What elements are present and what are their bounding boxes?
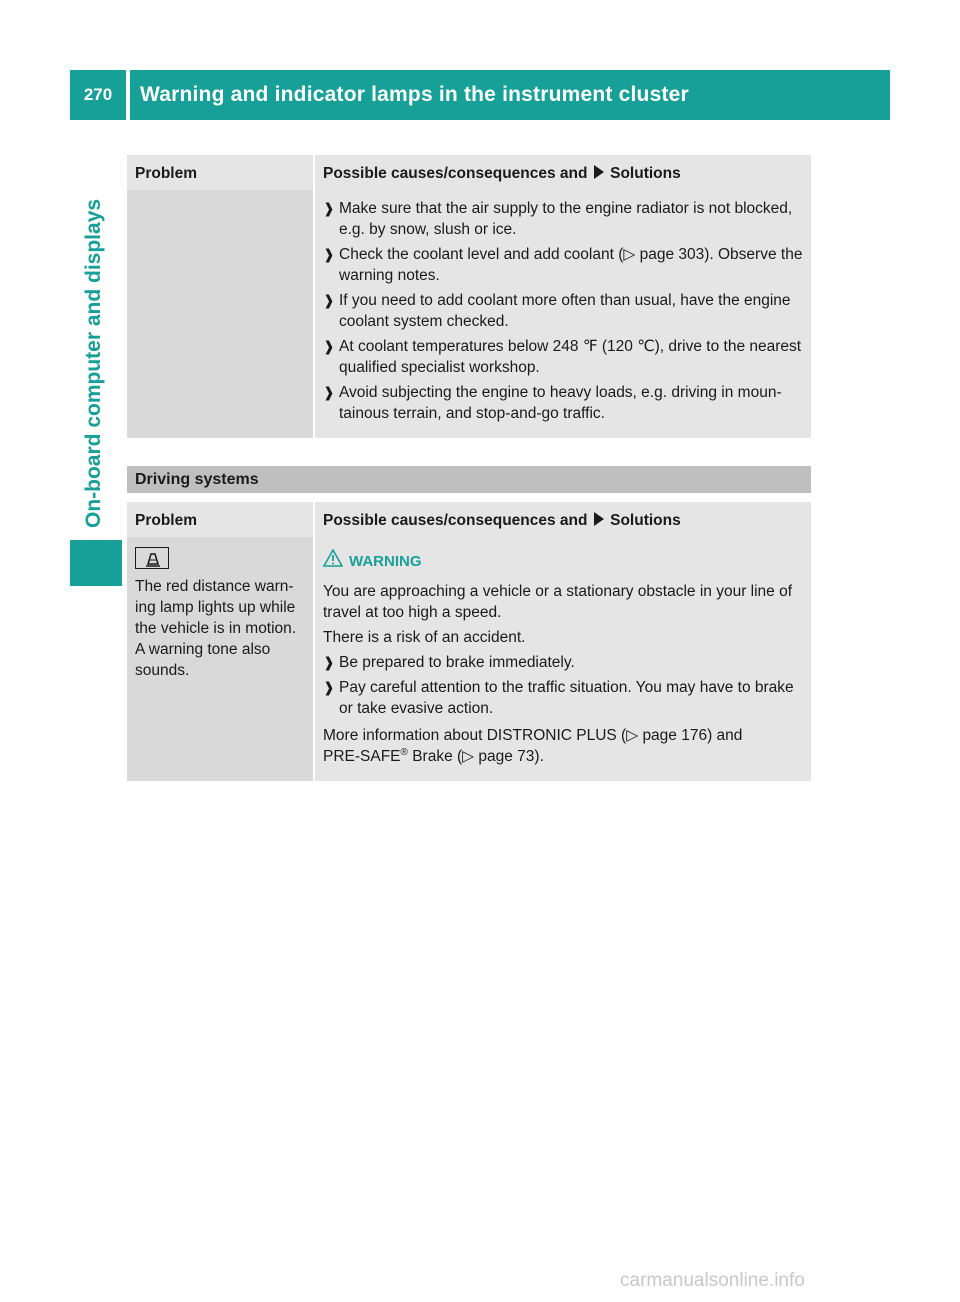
solutions-cell bbox=[314, 537, 811, 781]
page-title: Warning and indicator lamps in the instrument cluster bbox=[130, 70, 890, 120]
risk-text: There is a risk of an accident. bbox=[323, 629, 526, 646]
problem-cell bbox=[127, 190, 314, 438]
arrow-right-icon bbox=[594, 165, 604, 179]
watermark: carmanualsonline.info bbox=[620, 1270, 805, 1291]
column-header-solutions bbox=[314, 502, 811, 537]
section-heading: Driving systems bbox=[127, 466, 811, 493]
column-header-problem: Problem bbox=[127, 502, 314, 537]
solutions-table-driving-systems bbox=[127, 502, 811, 781]
solution-step: ❱ Be prepared to brake immediately. bbox=[323, 654, 575, 671]
header-solutions-text: Solutions bbox=[610, 165, 681, 182]
solution-step: ❱ If you need to add coolant more often than usual, have the engine coolant system checked. bbox=[323, 292, 791, 330]
arrow-right-icon: ❱ bbox=[323, 679, 335, 695]
arrow-right-icon: ❱ bbox=[323, 200, 335, 216]
arrow-right-icon bbox=[594, 512, 604, 526]
arrow-right-icon: ❱ bbox=[323, 384, 335, 400]
solution-step: ❱ At coolant temperatures below 248 ℉ (120 ℃), drive to the nearest qualified specialist workshop. bbox=[323, 338, 802, 376]
warning-triangle-icon bbox=[323, 549, 343, 573]
distance-warning-lamp-icon bbox=[135, 547, 169, 569]
column-header-solutions bbox=[314, 155, 811, 190]
warning-text: You are approaching a vehicle or a stationary obstacle in your line of travel at too high a speed. bbox=[323, 583, 793, 621]
arrow-right-icon: ❱ bbox=[323, 292, 335, 308]
warning-label: WARNING bbox=[349, 552, 422, 570]
registered-mark: ® bbox=[400, 746, 408, 758]
arrow-right-icon: ❱ bbox=[323, 338, 335, 354]
problem-description: The red distance warn-ing lamp lights up while the vehicle is in motion. A warning tone also sounds. bbox=[135, 578, 297, 679]
page-number: 270 bbox=[70, 70, 126, 120]
solution-step: ❱ Pay careful attention to the traffic situation. You may have to brake or take evasive action. bbox=[323, 679, 794, 717]
header-causes-text: Possible causes/consequences and bbox=[323, 512, 588, 529]
solution-step: ❱ Avoid subjecting the engine to heavy loads, e.g. driving in moun-tainous terrain, and stop-and-go traffic. bbox=[323, 384, 782, 422]
column-header-problem: Problem bbox=[127, 155, 314, 190]
side-tab-label: On-board computer and displays bbox=[82, 198, 105, 528]
arrow-right-icon: ❱ bbox=[323, 654, 335, 670]
solution-step: ❱ Make sure that the air supply to the engine radiator is not blocked, e.g. by snow, slush or ice. bbox=[323, 200, 793, 238]
solutions-cell bbox=[314, 190, 811, 438]
more-info-line: PRE-SAFE® Brake (▷ page 73). bbox=[323, 746, 544, 765]
problem-cell bbox=[127, 537, 314, 781]
header-causes-text: Possible causes/consequences and bbox=[323, 165, 588, 182]
warning-heading bbox=[323, 549, 803, 573]
arrow-right-icon: ❱ bbox=[323, 246, 335, 262]
solution-step: ❱ Check the coolant level and add coolant (▷ page 303). Observe the warning notes. bbox=[323, 246, 803, 284]
side-tab-marker bbox=[70, 540, 122, 586]
header-solutions-text: Solutions bbox=[610, 512, 681, 529]
more-info bbox=[323, 725, 803, 767]
solutions-table-coolant bbox=[127, 155, 811, 438]
more-info-line: More information about DISTRONIC PLUS (▷ page 176) and bbox=[323, 727, 743, 744]
